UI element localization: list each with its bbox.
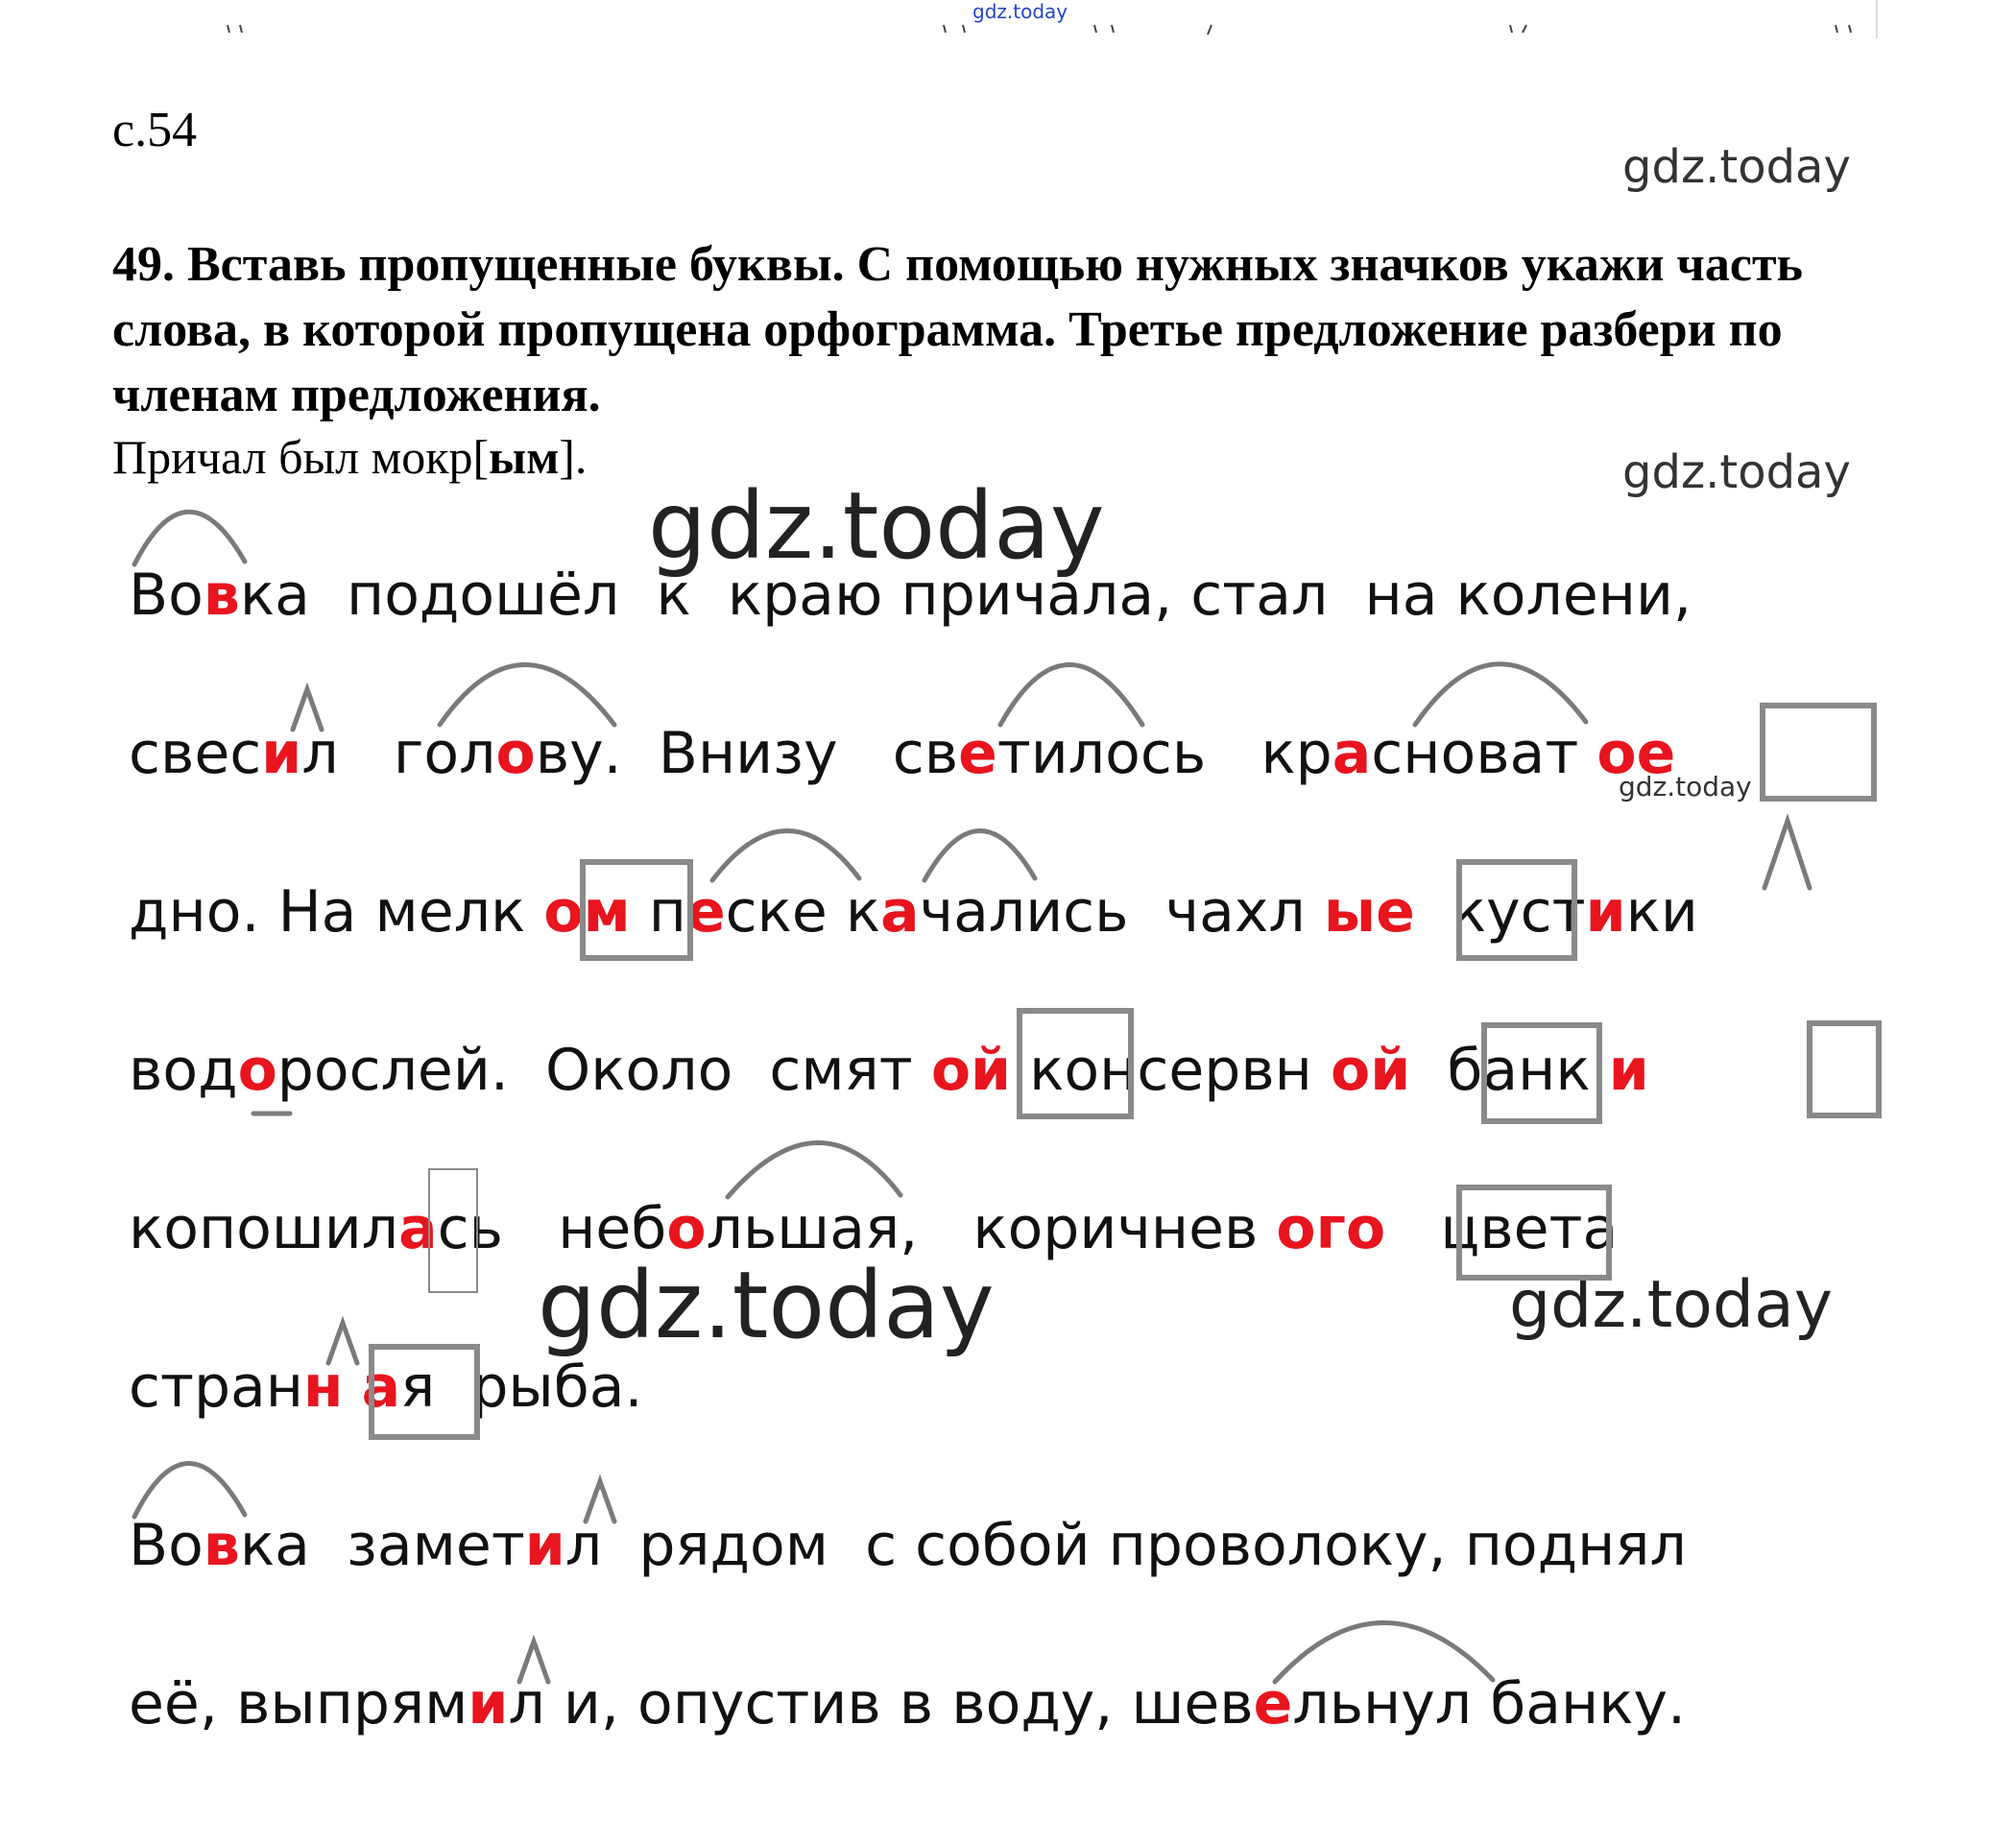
text-segment: ка замет xyxy=(239,1512,525,1579)
text-segment: копошил xyxy=(129,1195,399,1262)
inserted-letter: а xyxy=(880,878,920,946)
inserted-letter: и xyxy=(1585,878,1626,946)
page-number: с.54 xyxy=(112,103,198,157)
ending-box xyxy=(1459,862,1574,958)
root-arc-mark xyxy=(1275,1622,1493,1682)
text-segment: чались чахл xyxy=(919,878,1324,946)
text-segment: тилось кр xyxy=(996,720,1332,787)
ending-box-thin xyxy=(429,1169,477,1292)
text-segment: льшая, коричнев xyxy=(706,1195,1277,1262)
text-segment: банк xyxy=(1410,1037,1609,1104)
note-after: ]. xyxy=(559,430,588,484)
inserted-letter: и xyxy=(468,1670,509,1737)
suffix-caret-mark xyxy=(1764,821,1810,888)
text-segment: ка подошёл к краю причала, стал на колени, xyxy=(239,562,1692,629)
text-segment: л и, опустив в воду, шев xyxy=(508,1670,1254,1737)
inserted-letter: и xyxy=(524,1512,565,1579)
text-segment: Во xyxy=(129,562,204,629)
inserted-letter: е xyxy=(1253,1670,1293,1737)
inserted-letter: а xyxy=(398,1195,438,1262)
text-segment: Во xyxy=(129,1512,204,1579)
text-segment: ки xyxy=(1625,878,1698,946)
text-segment: сь неб xyxy=(437,1195,667,1262)
inserted-letter: н xyxy=(303,1354,344,1421)
inserted-letter: ом xyxy=(543,878,631,946)
text-segment: цвета xyxy=(1385,1195,1619,1262)
inserted-letter: и xyxy=(261,720,302,787)
root-arc-mark xyxy=(134,1463,245,1517)
inserted-letter: а xyxy=(361,1354,401,1421)
ending-box xyxy=(1810,1023,1879,1115)
inserted-letter: ые xyxy=(1323,878,1415,946)
text-segment: куст xyxy=(1414,878,1586,946)
text-segment: рослей. Около смят xyxy=(276,1037,931,1104)
text-segment: консервн xyxy=(1011,1037,1331,1104)
root-arc-mark xyxy=(1000,665,1142,726)
inserted-letter: и xyxy=(1608,1037,1649,1104)
inserted-letter: а xyxy=(1332,720,1372,787)
root-arc-mark xyxy=(728,1142,900,1197)
text-segment: л рядом с собой проволоку, поднял xyxy=(564,1512,1687,1579)
inserted-letter: в xyxy=(203,562,240,629)
inserted-letter: е xyxy=(958,720,997,787)
inserted-letter: о xyxy=(666,1195,707,1262)
suffix-caret-mark xyxy=(519,1641,548,1682)
text-segment: ске к xyxy=(725,878,881,946)
root-arc-mark xyxy=(134,512,245,564)
note-bold-ending: ым xyxy=(489,430,560,484)
task-text: Вставь пропущенные буквы. С помощью нужных значков укажи часть слова, в которой пропущена орфограмма. Третье предложение разбери по членам предложения. xyxy=(112,237,1803,422)
text-segment: п xyxy=(630,878,686,946)
ending-box xyxy=(583,862,690,958)
ending-box xyxy=(1484,1025,1599,1121)
inserted-letter: в xyxy=(203,1512,240,1579)
task-number: 49. xyxy=(112,237,175,292)
text-segment: я рыба. xyxy=(400,1354,643,1421)
watermark-right-3: gdz.today xyxy=(1509,1267,1833,1343)
inserted-letter: ое xyxy=(1596,720,1676,787)
ending-box xyxy=(1763,706,1874,799)
text-segment: ву. Внизу св xyxy=(535,720,959,787)
ending-box xyxy=(1459,1187,1609,1278)
inserted-letter: о xyxy=(495,720,536,787)
root-arc-mark xyxy=(924,830,1035,880)
text-segment: стран xyxy=(129,1354,304,1421)
inserted-letter: ой xyxy=(1330,1037,1411,1104)
text-segment: свес xyxy=(129,720,262,787)
suffix-caret-mark xyxy=(586,1481,614,1522)
suffix-caret-mark xyxy=(328,1323,357,1363)
root-arc-mark xyxy=(1415,664,1586,725)
suffix-caret-mark xyxy=(293,689,322,730)
inserted-letter: о xyxy=(237,1037,277,1104)
inserted-letter: ого xyxy=(1276,1195,1386,1262)
inserted-letter: е xyxy=(685,878,726,946)
watermark-large-1: gdz.today xyxy=(648,472,1105,580)
text-segment: дно. На мелк xyxy=(129,878,544,946)
ending-box xyxy=(1020,1011,1131,1116)
root-arc-mark xyxy=(712,830,859,880)
inserted-letter: ой xyxy=(930,1037,1012,1104)
text-segment: льнул банку. xyxy=(1292,1670,1687,1737)
watermark-top: gdz.today xyxy=(972,0,1068,23)
ending-box xyxy=(372,1347,477,1437)
root-arc-mark xyxy=(440,665,614,726)
note-before: Причал был мокр[ xyxy=(112,430,490,484)
watermark-right-1: gdz.today xyxy=(1622,140,1851,194)
text-segment: сноват xyxy=(1371,720,1597,787)
watermark-small: gdz.today xyxy=(1619,771,1752,803)
text-segment: вод xyxy=(129,1037,238,1104)
text-segment: л гол xyxy=(301,720,496,787)
watermark-large-2: gdz.today xyxy=(538,1252,995,1359)
text-segment: её, выпрям xyxy=(129,1670,468,1737)
watermark-right-2: gdz.today xyxy=(1622,445,1851,499)
